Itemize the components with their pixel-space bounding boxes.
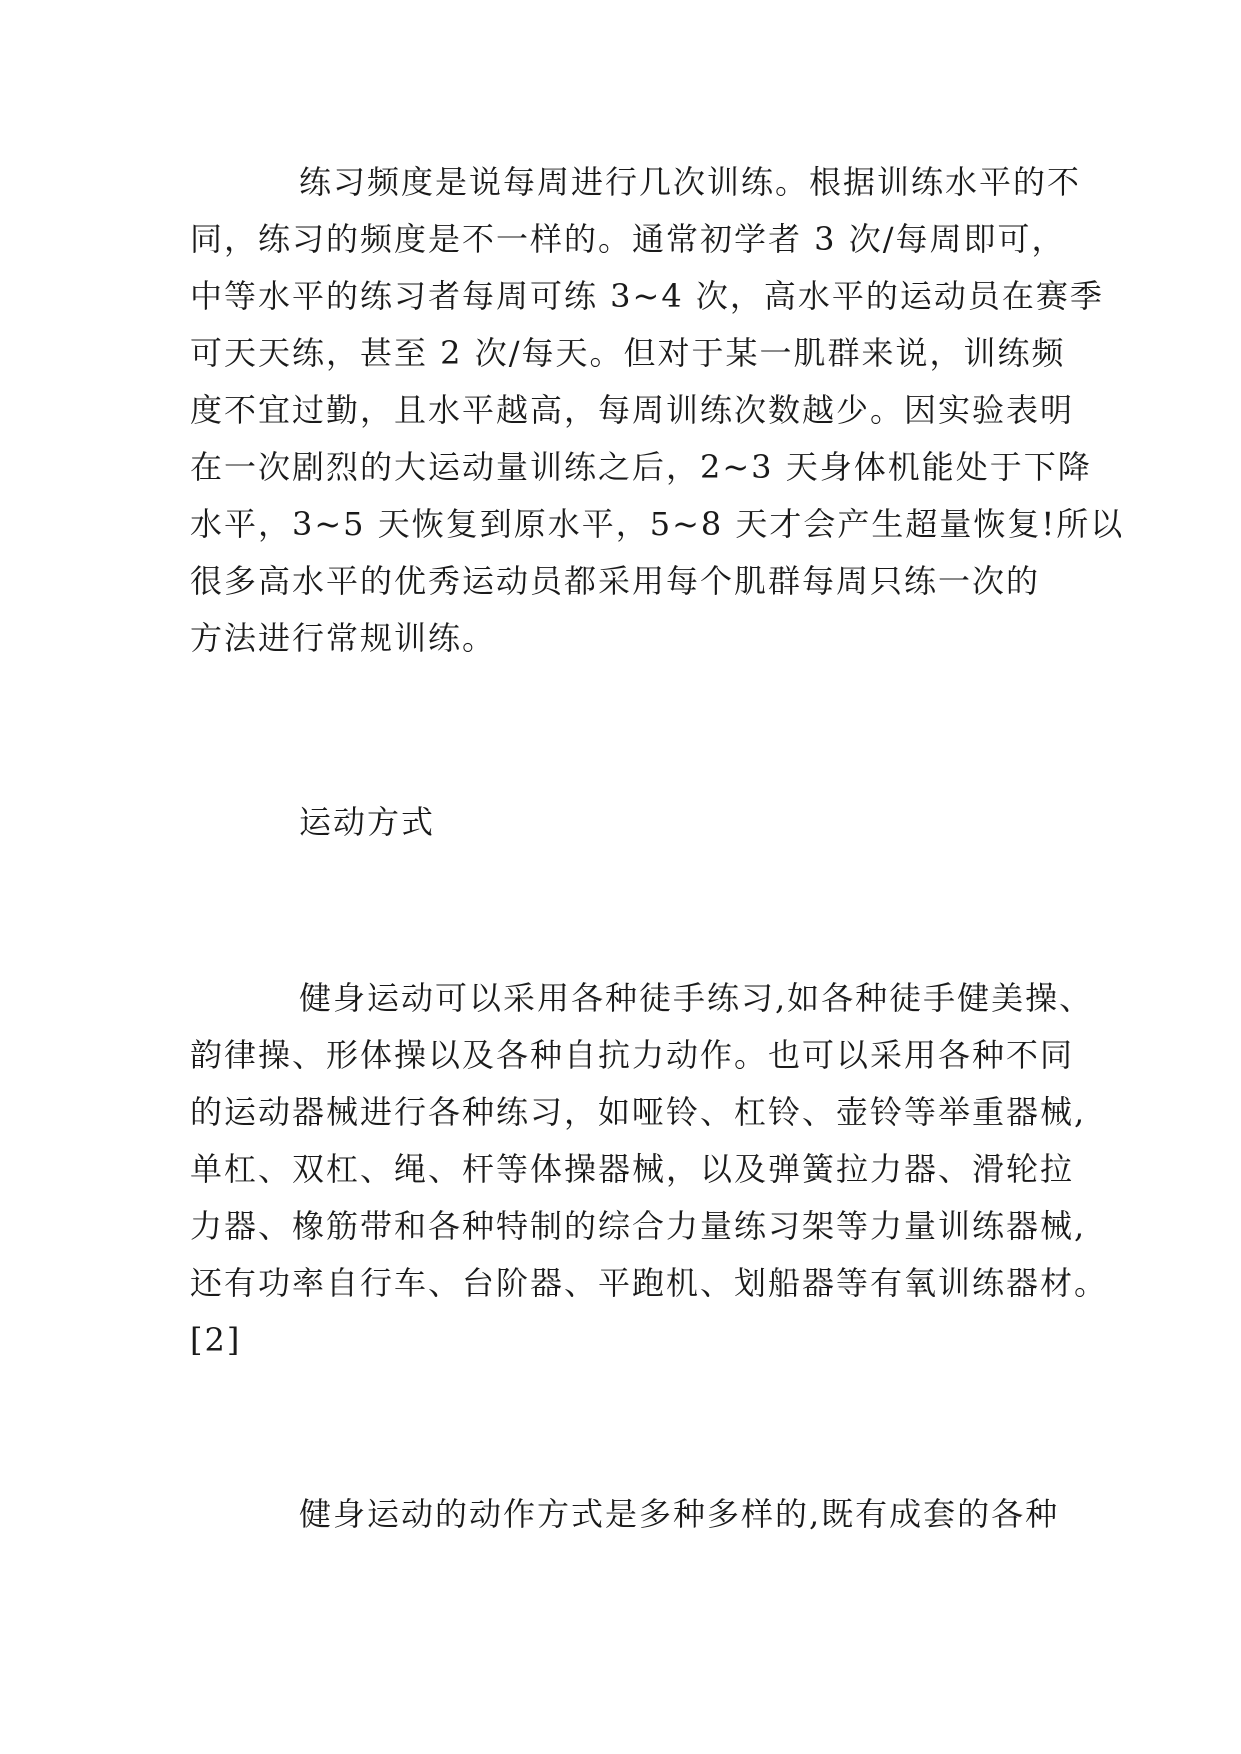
- text-line: 在一次剧烈的大运动量训练之后，2~3 天身体机能处于下降: [190, 448, 1092, 486]
- text-line: 同，练习的频度是不一样的。通常初学者 3 次/每周即可，: [190, 220, 1066, 258]
- text-line: 单杠、双杠、绳、杆等体操器械，以及弹簧拉力器、滑轮拉: [190, 1150, 1075, 1188]
- section-heading: 运动方式: [299, 803, 436, 841]
- text-line: 练习频度是说每周进行几次训练。根据训练水平的不: [299, 163, 1082, 201]
- text-line: 度不宜过勤，且水平越高，每周训练次数越少。因实验表明: [190, 391, 1075, 429]
- text-line: 力器、橡筋带和各种特制的综合力量练习架等力量训练器械,: [190, 1207, 1087, 1245]
- text-line: 健身运动的动作方式是多种多样的,既有成套的各种: [299, 1495, 1060, 1533]
- text-line: 方法进行常规训练。: [190, 619, 497, 657]
- text-line: 可天天练，甚至 2 次/每天。但对于某一肌群来说，训练频: [190, 334, 1066, 372]
- text-line: 水平，3~5 天恢复到原水平，5~8 天才会产生超量恢复!所以: [190, 505, 1125, 543]
- text-line: 很多高水平的优秀运动员都采用每个肌群每周只练一次的: [190, 562, 1041, 600]
- text-line: 中等水平的练习者每周可练 3~4 次，高水平的运动员在赛季: [190, 277, 1104, 315]
- text-line: 的运动器械进行各种练习，如哑铃、杠铃、壶铃等举重器械,: [190, 1093, 1087, 1131]
- text-line: 韵律操、形体操以及各种自抗力动作。也可以采用各种不同: [190, 1036, 1075, 1074]
- citation-reference: [2]: [190, 1321, 242, 1359]
- text-line: 还有功率自行车、台阶器、平跑机、划船器等有氧训练器材。: [190, 1264, 1109, 1302]
- text-line: 健身运动可以采用各种徒手练习,如各种徒手健美操、: [299, 979, 1094, 1017]
